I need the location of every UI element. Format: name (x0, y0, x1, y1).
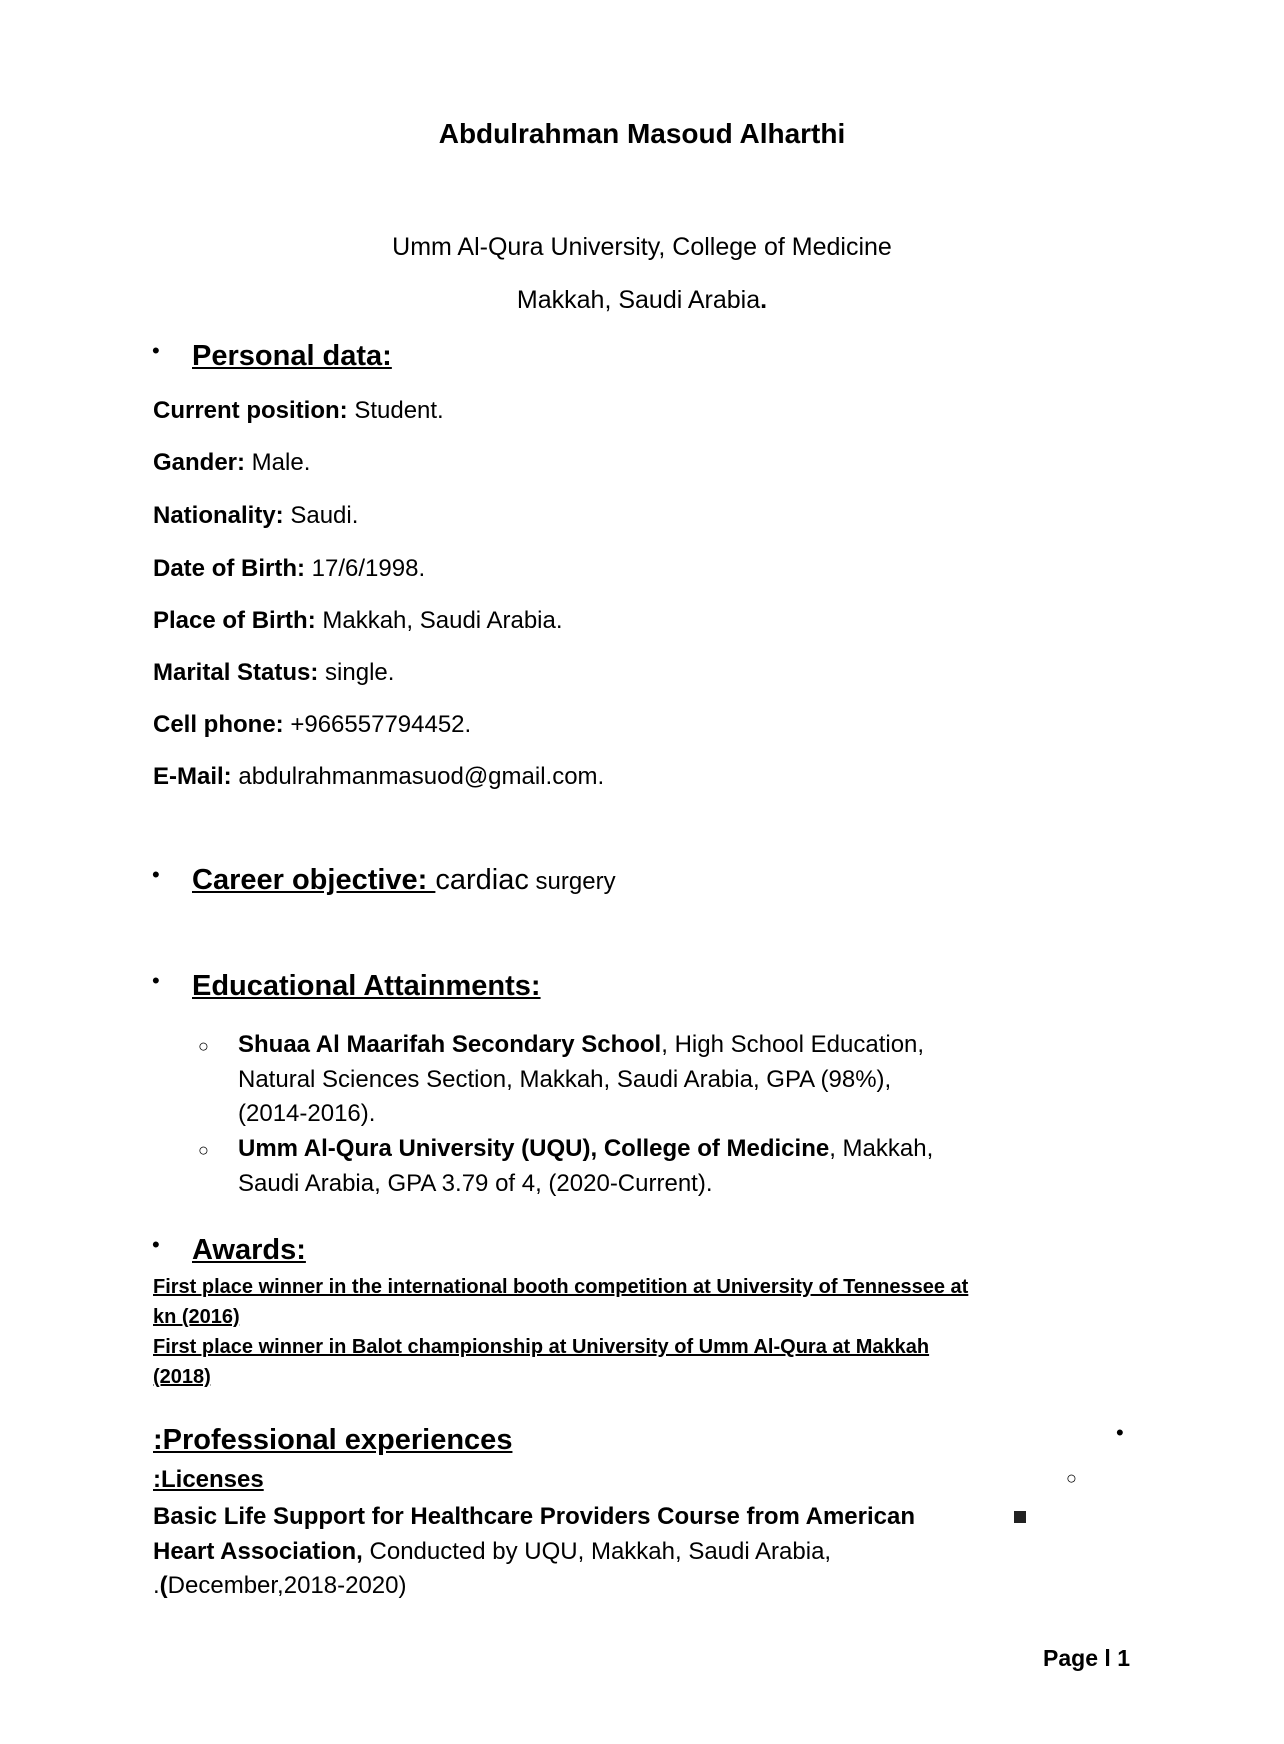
bullet-experience: • (1116, 1420, 1124, 1445)
award-item (153, 1272, 1053, 1332)
license-line (153, 1535, 1013, 1570)
career-objective-line (192, 864, 616, 897)
field-value: abdulrahmanmasuod@gmail.com. (231, 763, 605, 790)
location-period: . (760, 286, 768, 314)
education-item-university (238, 1132, 998, 1201)
award-line: First place winner in the international booth competition at University of Tennessee at (153, 1276, 969, 1298)
education-line (238, 1028, 998, 1063)
circle-bullet: ○ (198, 1140, 209, 1160)
page-footer (1043, 1645, 1130, 1672)
education-line: Saudi Arabia, GPA 3.79 of 4, (2020-Current). (238, 1169, 713, 1197)
award-item (153, 1332, 1053, 1392)
field-gender (153, 449, 310, 477)
award-line: First place winner in Balot championship at University of Umm Al-Qura at Makkah (153, 1336, 930, 1358)
license-line (153, 1500, 1013, 1535)
personal-data-heading: Personal data: (192, 340, 392, 372)
education-line: (2014-2016). (238, 1100, 376, 1127)
license-period-prefix: . (153, 1572, 160, 1599)
field-value: 17/6/1998. (305, 555, 426, 582)
circle-bullet: ○ (198, 1036, 209, 1056)
field-current-position (153, 397, 444, 425)
education-heading: Educational Attainments: (192, 970, 541, 1002)
institution-line: Umm Al-Qura University, College of Medicine (392, 233, 892, 261)
license-dates: December,2018-2020) (167, 1572, 407, 1599)
bullet-education: • (152, 968, 160, 993)
license-course-detail: Conducted by UQU, Makkah, Saudi Arabia, (362, 1537, 832, 1565)
field-label: Cell phone: (153, 711, 284, 738)
bullet-career: • (152, 862, 160, 887)
field-value: +966557794452. (283, 711, 472, 738)
career-objective-heading: Career objective: (192, 864, 436, 896)
field-value: Makkah, Saudi Arabia. (315, 607, 563, 634)
circle-bullet: ○ (1066, 1468, 1077, 1488)
square-bullet-icon (1014, 1511, 1026, 1523)
license-line (153, 1569, 1013, 1604)
field-label: Marital Status: (153, 659, 319, 686)
field-value: Male. (245, 449, 311, 476)
education-detail: , Makkah, (829, 1135, 934, 1162)
license-item (153, 1500, 1013, 1604)
bullet-awards: • (152, 1232, 160, 1257)
education-institution: Shuaa Al Maarifah Secondary School (238, 1031, 662, 1058)
field-place-of-birth (153, 607, 563, 635)
field-value: Saudi. (283, 502, 359, 529)
award-line: (2018) (153, 1366, 211, 1388)
field-label: Date of Birth: (153, 555, 305, 582)
award-line: kn (2016) (153, 1306, 240, 1328)
field-label: Place of Birth: (153, 607, 316, 634)
licenses-heading: :Licenses (153, 1466, 264, 1493)
field-marital-status (153, 659, 394, 687)
education-item-school (238, 1028, 998, 1132)
experience-heading: :Professional experiences (153, 1424, 513, 1456)
license-paren: ( (159, 1572, 168, 1599)
career-objective-value-2: surgery (528, 868, 616, 895)
page-separator: l (1104, 1645, 1111, 1671)
field-label: E-Mail: (153, 763, 232, 790)
applicant-name: Abdulrahman Masoud Alharthi (438, 118, 846, 149)
page-number: 1 (1117, 1645, 1130, 1671)
field-value: Student. (347, 397, 444, 424)
bullet-personal: • (152, 338, 160, 363)
awards-heading: Awards: (192, 1234, 306, 1266)
page-label: Page (1043, 1645, 1099, 1671)
license-course-org: Heart Association, (153, 1537, 363, 1565)
education-detail: , High School Education, (661, 1031, 925, 1058)
field-cell-phone (153, 711, 471, 739)
field-label: Current position: (153, 397, 348, 424)
education-line (238, 1132, 998, 1167)
career-objective-value: cardiac (435, 864, 529, 896)
field-label: Gander: (153, 449, 246, 476)
education-institution: Umm Al-Qura University (UQU), College of Medicine (238, 1135, 830, 1162)
location-text: Makkah, Saudi Arabia (516, 286, 761, 314)
location-line (0, 286, 1284, 315)
field-nationality (153, 502, 358, 530)
field-label: Nationality: (153, 502, 284, 529)
license-course-name: Basic Life Support for Healthcare Providers Course from American (153, 1503, 915, 1530)
field-date-of-birth (153, 555, 425, 583)
education-line: Natural Sciences Section, Makkah, Saudi Arabia, GPA (98%), (238, 1065, 892, 1093)
field-email (153, 763, 604, 791)
field-value: single. (318, 659, 395, 686)
